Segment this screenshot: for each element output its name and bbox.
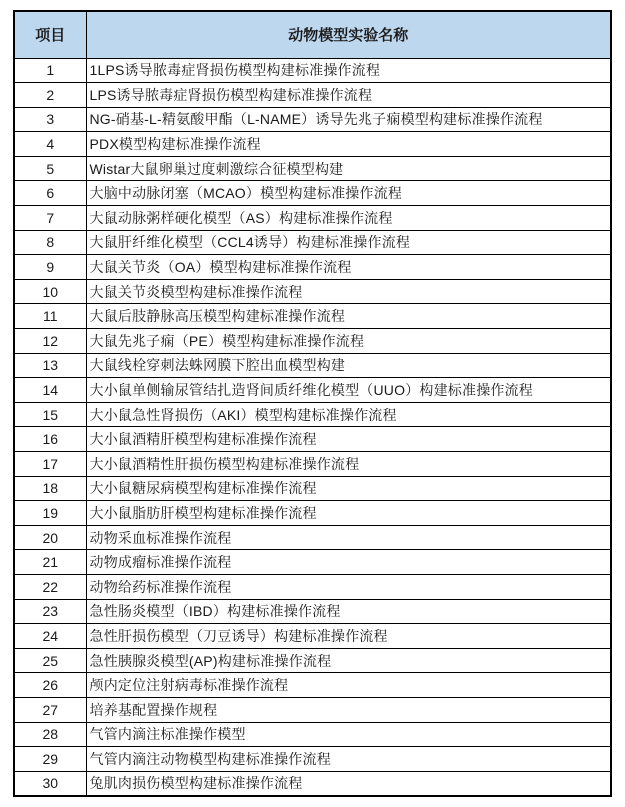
model-name-cell: 急性胰腺炎模型(AP)构建标准操作流程	[86, 648, 611, 673]
row-index-cell: 17	[14, 452, 86, 477]
row-index-cell: 24	[14, 624, 86, 649]
table-row	[14, 255, 611, 280]
model-name-cell: 气管内滴注动物模型构建标准操作流程	[86, 747, 611, 772]
model-name-cell: 大小鼠单侧输尿管结扎造肾间质纤维化模型（UUO）构建标准操作流程	[86, 378, 611, 403]
animal-model-sop-table	[13, 10, 612, 797]
model-name-cell: 颅内定位注射病毒标准操作流程	[86, 673, 611, 698]
row-index-cell: 14	[14, 378, 86, 403]
table-row	[14, 329, 611, 354]
model-name-cell: 大鼠先兆子痫（PE）模型构建标准操作流程	[86, 329, 611, 354]
table-row	[14, 402, 611, 427]
row-index-cell: 18	[14, 476, 86, 501]
model-name-cell: 大鼠关节炎模型构建标准操作流程	[86, 279, 611, 304]
column-header-item-number: 项目	[14, 11, 86, 58]
table-row	[14, 771, 611, 796]
row-index-cell: 8	[14, 230, 86, 255]
row-index-cell: 20	[14, 525, 86, 550]
row-index-cell: 25	[14, 648, 86, 673]
row-index-cell: 21	[14, 550, 86, 575]
row-index-cell: 15	[14, 402, 86, 427]
row-index-cell: 3	[14, 107, 86, 132]
table-row	[14, 230, 611, 255]
row-index-cell: 12	[14, 329, 86, 354]
model-name-cell: 大小鼠酒精肝模型构建标准操作流程	[86, 427, 611, 452]
row-index-cell: 1	[14, 58, 86, 83]
row-index-cell: 26	[14, 673, 86, 698]
table-row	[14, 181, 611, 206]
table-row	[14, 550, 611, 575]
table-row	[14, 747, 611, 772]
table-row	[14, 107, 611, 132]
column-header-model-name: 动物模型实验名称	[86, 11, 611, 58]
model-name-cell: 1LPS诱导脓毒症肾损伤模型构建标准操作流程	[86, 58, 611, 83]
model-name-cell: 大小鼠酒精性肝损伤模型构建标准操作流程	[86, 452, 611, 477]
model-name-cell: PDX模型构建标准操作流程	[86, 132, 611, 157]
table-body	[14, 58, 611, 796]
table-row	[14, 378, 611, 403]
model-name-cell: 大鼠关节炎（OA）模型构建标准操作流程	[86, 255, 611, 280]
table-row	[14, 697, 611, 722]
model-name-cell: 大鼠肝纤维化模型（CCL4诱导）构建标准操作流程	[86, 230, 611, 255]
row-index-cell: 9	[14, 255, 86, 280]
row-index-cell: 19	[14, 501, 86, 526]
row-index-cell: 11	[14, 304, 86, 329]
model-name-cell: 大小鼠急性肾损伤（AKI）模型构建标准操作流程	[86, 402, 611, 427]
table-row	[14, 525, 611, 550]
row-index-cell: 27	[14, 697, 86, 722]
table-row	[14, 353, 611, 378]
model-name-cell: LPS诱导脓毒症肾损伤模型构建标准操作流程	[86, 83, 611, 108]
model-name-cell: 动物成瘤标准操作流程	[86, 550, 611, 575]
model-name-cell: NG-硝基-L-精氨酸甲酯（L-NAME）诱导先兆子痫模型构建标准操作流程	[86, 107, 611, 132]
table-row	[14, 452, 611, 477]
table-row	[14, 599, 611, 624]
model-name-cell: 急性肠炎模型（IBD）构建标准操作流程	[86, 599, 611, 624]
row-index-cell: 5	[14, 156, 86, 181]
model-name-cell: 大小鼠脂肪肝模型构建标准操作流程	[86, 501, 611, 526]
model-name-cell: 大小鼠糖尿病模型构建标准操作流程	[86, 476, 611, 501]
model-name-cell: 大鼠线栓穿刺法蛛网膜下腔出血模型构建	[86, 353, 611, 378]
table-row	[14, 476, 611, 501]
header-row	[14, 11, 611, 58]
table-header	[14, 11, 611, 58]
table-row	[14, 648, 611, 673]
row-index-cell: 13	[14, 353, 86, 378]
model-name-cell: 兔肌肉损伤模型构建标准操作流程	[86, 771, 611, 796]
model-name-cell: 大鼠动脉粥样硬化模型（AS）构建标准操作流程	[86, 206, 611, 231]
row-index-cell: 16	[14, 427, 86, 452]
model-name-cell: 动物给药标准操作流程	[86, 574, 611, 599]
table-row	[14, 722, 611, 747]
row-index-cell: 30	[14, 771, 86, 796]
table-row	[14, 624, 611, 649]
table-row	[14, 673, 611, 698]
table-row	[14, 279, 611, 304]
table-row	[14, 304, 611, 329]
model-name-cell: 动物采血标准操作流程	[86, 525, 611, 550]
table-row	[14, 83, 611, 108]
row-index-cell: 29	[14, 747, 86, 772]
row-index-cell: 10	[14, 279, 86, 304]
table-row	[14, 574, 611, 599]
model-name-cell: 培养基配置操作规程	[86, 697, 611, 722]
model-name-cell: 气管内滴注标准操作模型	[86, 722, 611, 747]
model-name-cell: 大脑中动脉闭塞（MCAO）模型构建标准操作流程	[86, 181, 611, 206]
row-index-cell: 23	[14, 599, 86, 624]
model-name-cell: Wistar大鼠卵巢过度刺激综合征模型构建	[86, 156, 611, 181]
table-row	[14, 132, 611, 157]
row-index-cell: 4	[14, 132, 86, 157]
table-row	[14, 156, 611, 181]
table-row	[14, 427, 611, 452]
row-index-cell: 28	[14, 722, 86, 747]
row-index-cell: 22	[14, 574, 86, 599]
model-name-cell: 急性肝损伤模型（刀豆诱导）构建标准操作流程	[86, 624, 611, 649]
row-index-cell: 6	[14, 181, 86, 206]
table-row	[14, 58, 611, 83]
table-row	[14, 501, 611, 526]
row-index-cell: 7	[14, 206, 86, 231]
table-row	[14, 206, 611, 231]
row-index-cell: 2	[14, 83, 86, 108]
model-name-cell: 大鼠后肢静脉高压模型构建标准操作流程	[86, 304, 611, 329]
